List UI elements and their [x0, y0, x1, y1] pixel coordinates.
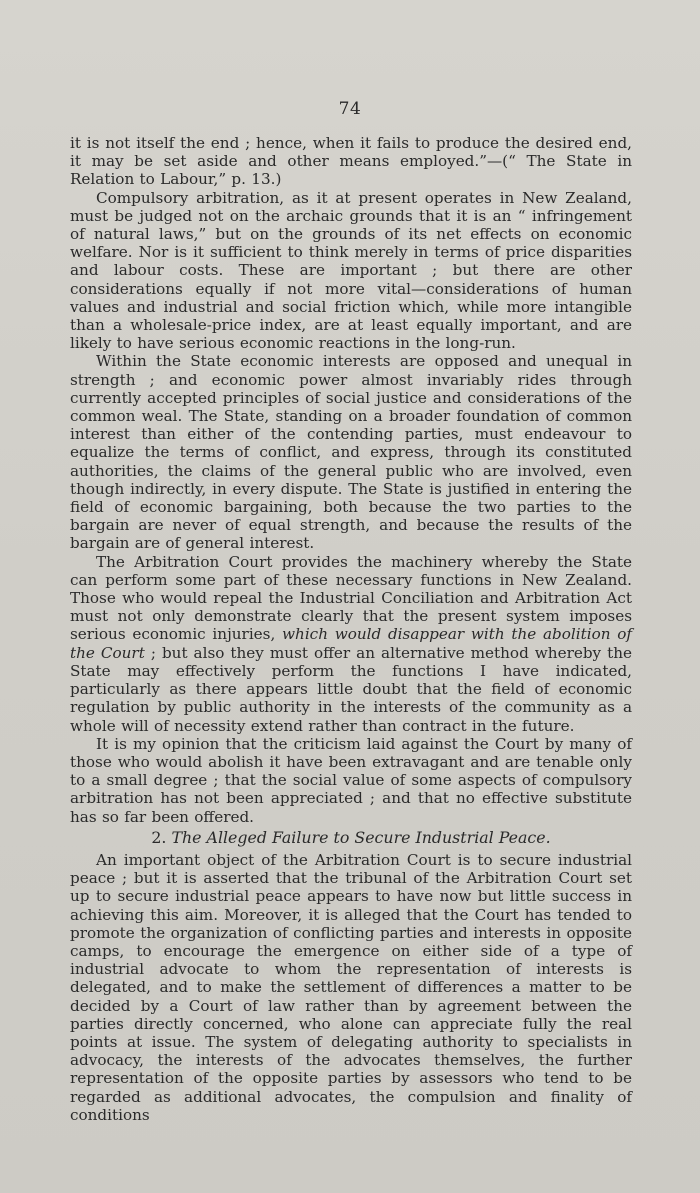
- lower-text-block: [70, 851, 632, 1124]
- paragraph-opinion: It is my opinion that the criticism laid against the Court by many of those who would abolish it have been extravagant and are tenable only to a small degree ; that the social value of some aspects of compulsory arbitration has not been appreciated ; and that no effective substitute has so far been offered.: [70, 734, 632, 826]
- court-text-before: The Arbitration Court provides the machinery whereby the State can perform some part of these necessary functions in New Zealand. Those who would repeal the Industrial Conciliation and Arbitration Act must not only demonstrate clearly that the present system imposes serious economic injuries,: [70, 552, 632, 644]
- continuation-paragraph: it is not itself the end ; hence, when it fails to produce the desired end, it may be set aside and other means employed.”—(“ The State in Relation to Labour,” p. 13.): [70, 134, 632, 189]
- section-title: The Alleged Failure to Secure Industrial Peace.: [171, 828, 551, 847]
- court-text-after: ; but also they must offer an alternative method whereby the State may effectively perform the functions I have indicated, particularly as there appears little doubt that the field of economic regulation by public authority in the interests of the community as a whole will of necessity extend rather than contract in the future.: [70, 643, 633, 735]
- court-text-italic: which would disappear with the abolition of the Court: [70, 625, 632, 662]
- page-number: 74: [338, 99, 362, 119]
- section-heading: [70, 828, 632, 847]
- paragraph-within-state: Within the State economic interests are opposed and unequal in strength ; and economic power almost invariably rides through currently accepted principles of social justice and considerations of the common weal. The State, standing on a broader foundation of common interest than either of the contending parties, must endeavour to equalize the terms of conflict, and express, through its constituted authorities, the claims of the general public who are involved, even though indirectly, in every dispute. The State is justified in entering the field of economic bargaining, both because the two parties to the bargain are never of equal strength, and because the results of the bargain are of general interest.: [70, 352, 632, 553]
- paragraph-compulsory-arbitration: Compulsory arbitration, as it at present operates in New Zealand, must be judged not on the archaic grounds that it is an “ infringement of natural laws,” but on the grounds of its net effects on economic welfare. Nor is it sufficient to think merely in terms of price disparities and labour costs. These are important ; but there are other considerations equally if not more vital—considerations of human values and industrial and social friction which, while more intangible than a wholesale-price index, are at least equally important, and are likely to have serious economic reactions in the long-run.: [70, 188, 632, 353]
- paragraph-industrial-peace: An important object of the Arbitration Court is to secure industrial peace ; but it is asserted that the tribunal of the Arbitration Court set up to secure industrial peace appears to have now but little success in achieving this aim. Moreover, it is alleged that the Court has tended to promote the organization of conflicting parties and interests in opposite camps, to encourage the emergence on either side of a type of industrial advocate to whom the representation of interests is delegated, and to make the settlement of differences a matter to be decided by a Court of law rather than by agreement between the parties directly concerned, who alone can appreciate fully the real points at issue. The system of delegating authority to specialists in advocacy, the interests of the advocates themselves, the further representation of the opposite parties by assessors who tend to be regarded as additional advocates, the compulsion and finality of conditions: [70, 851, 632, 1124]
- upper-text-block: [70, 134, 632, 826]
- section-number: 2.: [151, 828, 167, 847]
- paragraph-arbitration-court: [70, 553, 632, 735]
